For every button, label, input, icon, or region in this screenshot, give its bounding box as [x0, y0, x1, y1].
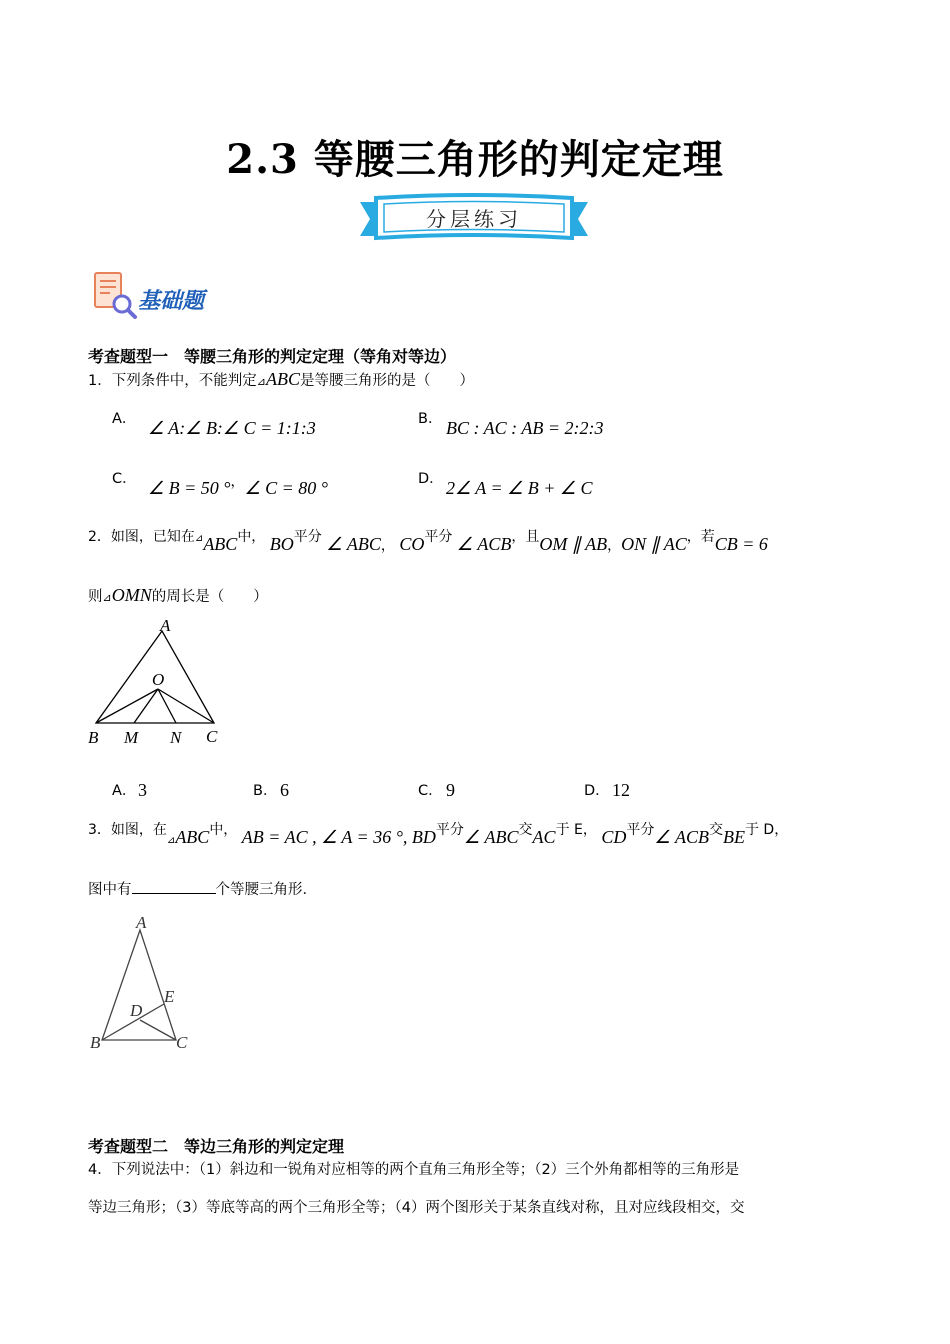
q1-option-b-label[interactable]: B． — [418, 411, 443, 427]
q2-triangle-figure — [84, 615, 226, 749]
fig2-label-M: M — [124, 728, 139, 747]
fig2-label-C: C — [206, 727, 218, 746]
question-2-stem: 2．如图，已知在⊿ABC中， BO平分 ∠ ABC， CO平分 ∠ ACB，且OM ∥ AB，ON ∥ AC，若CB = 6 — [88, 529, 768, 554]
q2-option-c-label[interactable]: C． — [418, 783, 443, 799]
fig2-label-O: O — [152, 670, 165, 689]
q1-option-d-label[interactable]: D． — [418, 471, 444, 487]
q1-option-c-text: ∠ B = 50 °，∠ C = 80 ° — [148, 474, 328, 498]
q2-option-a-text: 3 — [138, 780, 147, 800]
fig2-label-A: A — [160, 616, 171, 635]
section-heading-2: 考查题型二 等边三角形的判定定理 — [88, 1137, 345, 1156]
question-3-line2: 图中有 个等腰三角形． — [88, 878, 317, 899]
fig3-label-E: E — [164, 987, 175, 1006]
q1-option-a-label[interactable]: A． — [112, 411, 137, 427]
q2-option-d-text: 12 — [612, 780, 630, 800]
question-4-line2: 等边三角形；（3）等底等高的两个三角形全等；（4）两个图形关于某条直线对称，且对应线段相交，交 — [88, 1200, 745, 1216]
q1-option-d-text: 2∠ A = ∠ B + ∠ C — [446, 478, 593, 498]
question-3-stem: 3．如图，在$_⊿$ABC中， AB = AC , ∠ A = 36 °, BD平分∠ ABC交AC于 E， CD平分∠ ACB交BE于 D， — [88, 822, 789, 847]
q2-option-a-label[interactable]: A． — [112, 783, 137, 799]
question-1-stem: 1．下列条件中，不能判定⊿ABC是等腰三角形的是（ ） — [88, 369, 474, 389]
fig2-label-N: N — [170, 728, 182, 747]
q2-option-b-text: 6 — [280, 780, 289, 800]
fig3-label-B: B — [90, 1033, 101, 1052]
q1-option-b-text: BC : AC : AB = 2:2:3 — [446, 418, 604, 438]
answer-blank[interactable] — [132, 879, 216, 894]
fig3-label-C: C — [176, 1033, 188, 1052]
question-4-line1: 4．下列说法中：（1）斜边和一锐角对应相等的两个直角三角形全等；（2）三个外角都相等的三角形是 — [88, 1162, 740, 1178]
banner-label: 分层练习 — [426, 207, 522, 231]
q2-option-c-text: 9 — [446, 780, 455, 800]
section-heading-1: 考查题型一 等腰三角形的判定定理（等角对等边） — [88, 347, 457, 366]
q2-option-d-label[interactable]: D． — [584, 783, 610, 799]
q3-triangle-figure — [84, 912, 196, 1056]
fig2-label-B: B — [88, 728, 99, 747]
level-label: 基础题 — [138, 289, 205, 314]
q2-option-b-label[interactable]: B． — [253, 783, 278, 799]
fig3-label-D: D — [130, 1001, 143, 1020]
q1-option-a-text: ∠ A:∠ B:∠ C = 1:1:3 — [148, 418, 316, 438]
page-title: 2.3 等腰三角形的判定定理 — [226, 136, 724, 183]
question-2-line2: 则⊿OMN的周长是（ ） — [88, 585, 268, 605]
fig3-label-A: A — [136, 913, 147, 932]
q1-option-c-label[interactable]: C． — [112, 471, 137, 487]
document-magnifier-icon — [92, 270, 138, 320]
